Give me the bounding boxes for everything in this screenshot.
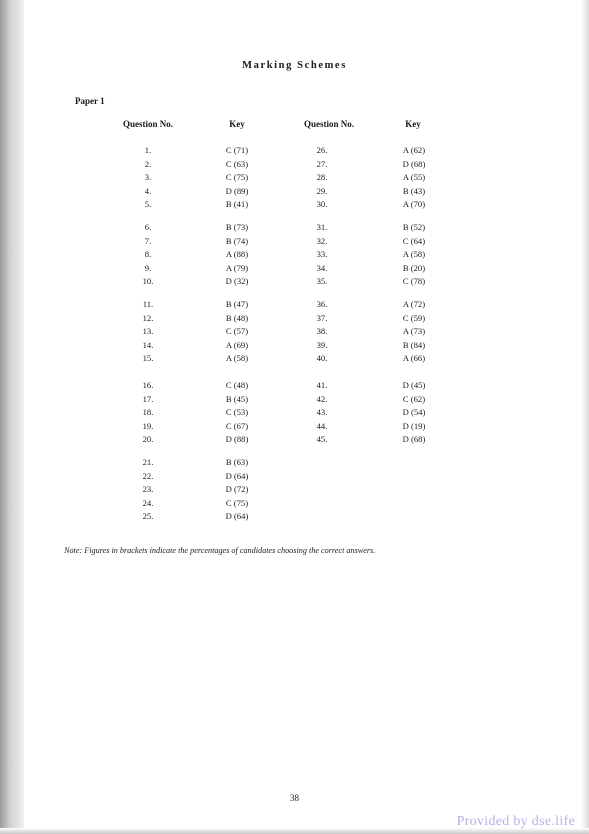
header-key-right: Key xyxy=(405,119,421,129)
header-question-no-right: Question No. xyxy=(303,119,354,129)
question-number: 34. xyxy=(316,262,328,273)
answer-key: D (68) xyxy=(402,434,426,445)
question-number: 40. xyxy=(316,353,328,364)
question-number: 6. xyxy=(144,222,152,232)
page-edge-shadow xyxy=(581,0,589,834)
answer-key: C (63) xyxy=(225,158,249,169)
answer-key: A (55) xyxy=(402,172,426,183)
answer-key: A (58) xyxy=(225,353,249,364)
question-number: 30. xyxy=(316,199,328,210)
answer-key: B (47) xyxy=(225,299,249,309)
answer-key: D (89) xyxy=(225,185,249,196)
question-number: 24. xyxy=(142,497,154,508)
answer-key: A (79) xyxy=(225,262,249,273)
answer-key: B (20) xyxy=(402,262,426,273)
question-number: 7. xyxy=(144,235,152,246)
question-number: 18. xyxy=(142,407,154,418)
answer-key: C (64) xyxy=(402,235,426,246)
question-number: 28. xyxy=(316,172,328,183)
question-number: 35. xyxy=(316,276,328,287)
answer-key: B (84) xyxy=(402,339,426,350)
question-number: 13. xyxy=(142,326,154,337)
answer-key: B (74) xyxy=(225,235,249,246)
paper-label: Paper 1 xyxy=(75,96,105,106)
answer-key: A (66) xyxy=(402,353,426,364)
question-number: 21. xyxy=(142,457,154,467)
question-number: 5. xyxy=(144,199,152,210)
question-number: 12. xyxy=(142,312,154,323)
answer-key: C (75) xyxy=(225,172,249,183)
answer-key: C (75) xyxy=(225,497,249,508)
answer-key: B (41) xyxy=(225,199,249,210)
question-number: 23. xyxy=(142,484,154,495)
answer-key: C (59) xyxy=(402,312,426,323)
question-number: 2. xyxy=(144,158,152,169)
page-title: Marking Schemes xyxy=(242,60,347,71)
answer-key: B (48) xyxy=(225,312,249,323)
footnote: Note: Figures in brackets indicate the percentages of candidates choosing the correct answers. xyxy=(64,546,376,555)
answer-key: D (64) xyxy=(225,470,249,481)
page-spine-shadow xyxy=(0,0,24,834)
answer-key: C (53) xyxy=(225,407,249,418)
question-number: 17. xyxy=(142,393,154,404)
answer-key: D (64) xyxy=(225,511,249,522)
question-number: 11. xyxy=(142,299,154,309)
question-number: 32. xyxy=(316,235,328,246)
answer-key: D (88) xyxy=(225,434,249,445)
answer-key: A (69) xyxy=(225,339,249,350)
question-number: 1. xyxy=(144,145,152,155)
answer-key: B (45) xyxy=(225,393,249,404)
answer-key: A (73) xyxy=(402,326,426,337)
answer-key: A (70) xyxy=(402,199,426,210)
answer-key: D (32) xyxy=(225,276,249,287)
answer-key: B (43) xyxy=(402,185,426,196)
page-number: 38 xyxy=(290,793,299,803)
question-number: 4. xyxy=(144,185,152,196)
question-number: 9. xyxy=(144,262,152,273)
header-key-left: Key xyxy=(229,119,245,129)
question-number: 39. xyxy=(316,339,328,350)
question-number: 29. xyxy=(316,185,328,196)
question-number: 16. xyxy=(142,380,154,390)
question-number: 3. xyxy=(144,172,152,183)
answer-key: D (54) xyxy=(402,407,426,418)
answer-key: C (48) xyxy=(225,380,249,390)
answer-key: C (67) xyxy=(225,420,249,431)
answer-key: B (63) xyxy=(225,457,249,467)
question-number: 10. xyxy=(142,276,154,287)
question-number: 44. xyxy=(316,420,328,431)
answer-key: C (71) xyxy=(225,145,249,155)
answer-key: B (73) xyxy=(225,222,249,232)
question-number: 25. xyxy=(142,511,154,522)
question-number: 45. xyxy=(316,434,328,445)
answer-key: D (19) xyxy=(402,420,426,431)
answer-key: B (52) xyxy=(402,222,426,232)
question-number: 31. xyxy=(316,222,328,232)
answer-key: D (45) xyxy=(402,380,426,390)
question-number: 15. xyxy=(142,353,154,364)
question-number: 41. xyxy=(316,380,328,390)
answer-key: A (62) xyxy=(402,145,426,155)
question-number: 42. xyxy=(316,393,328,404)
answer-key: D (72) xyxy=(225,484,249,495)
watermark: Provided by dse.life xyxy=(456,814,575,829)
answer-key: D (68) xyxy=(402,158,426,169)
question-number: 27. xyxy=(316,158,328,169)
question-number: 8. xyxy=(144,249,152,260)
question-number: 26. xyxy=(316,145,328,155)
answer-key: C (78) xyxy=(402,276,426,287)
answer-key: C (62) xyxy=(402,393,426,404)
answer-key: A (72) xyxy=(402,299,426,309)
question-number: 22. xyxy=(142,470,154,481)
answer-key: A (58) xyxy=(402,249,426,260)
question-number: 43. xyxy=(316,407,328,418)
answer-key: C (57) xyxy=(225,326,249,337)
question-number: 33. xyxy=(316,249,328,260)
question-number: 20. xyxy=(142,434,154,445)
question-number: 14. xyxy=(142,339,154,350)
question-number: 37. xyxy=(316,312,328,323)
answer-key: A (88) xyxy=(225,249,249,260)
question-number: 19. xyxy=(142,420,154,431)
question-number: 38. xyxy=(316,326,328,337)
question-number: 36. xyxy=(316,299,328,309)
header-question-no-left: Question No. xyxy=(122,119,173,129)
